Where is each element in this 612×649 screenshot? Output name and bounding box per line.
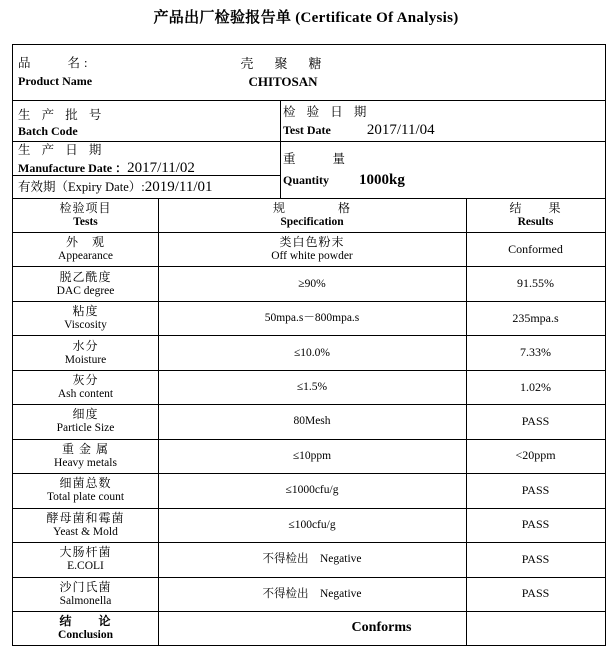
specification — [158, 439, 466, 473]
test-name-en: Viscosity — [64, 319, 107, 332]
specification — [158, 473, 466, 507]
test-name-zh: 灰分 — [72, 373, 99, 388]
weight-label — [283, 149, 405, 189]
specification — [158, 508, 466, 542]
weight-label-en: Quantity — [283, 173, 330, 187]
test-date-label — [283, 102, 435, 139]
product-value-zh: 壳 聚 糖 — [240, 56, 326, 71]
col-header-results — [466, 198, 605, 232]
certificate-table — [12, 44, 606, 646]
spec-zh: 规 格 — [272, 201, 351, 215]
conclusion-en: Conclusion — [58, 629, 113, 641]
batch-label-zh: 生 产 批 号 — [18, 108, 106, 122]
title-zh: 产品出厂检验报告单 — [153, 10, 292, 26]
expiry-label-text: 有效期（Expiry Date）: — [18, 180, 145, 194]
test-name-en: Appearance — [58, 250, 113, 263]
test-name-zh: 沙门氏菌 — [59, 579, 112, 594]
test-name-en: Moisture — [64, 353, 107, 366]
result-value: Conformed — [508, 241, 563, 256]
product-value-en: CHITOSAN — [248, 74, 318, 89]
test-name-en: Particle Size — [56, 422, 115, 435]
test-name — [13, 439, 158, 473]
product-label-en: Product Name — [18, 74, 93, 88]
test-name — [13, 232, 158, 266]
test-date-label-en: Test Date — [283, 123, 331, 137]
spec-value: Off white powder — [271, 250, 353, 263]
test-date-label-zh: 检 验 日 期 — [283, 105, 371, 119]
test-name — [13, 577, 158, 611]
conclusion-label — [13, 611, 158, 645]
mfg-value: 2017/11/02 — [127, 160, 195, 176]
result-value: PASS — [521, 413, 550, 428]
test-name-en: Ash content — [57, 388, 114, 401]
test-name — [13, 266, 158, 300]
batch-label-en: Batch Code — [18, 124, 78, 138]
batch-label — [18, 105, 105, 139]
test-name-en: Total plate count — [46, 491, 125, 504]
specification — [158, 370, 466, 404]
test-name — [13, 301, 158, 335]
conclusion-value: Conforms — [351, 620, 412, 635]
test-name-zh: 水分 — [72, 338, 99, 353]
col-header-spec — [158, 198, 466, 232]
spec-zh-text: 类白色粉末 — [279, 235, 345, 250]
test-name-zh: 外 观 — [65, 235, 105, 250]
test-name-zh: 细菌总数 — [59, 476, 112, 491]
specification — [158, 542, 466, 576]
divider — [13, 100, 605, 101]
test-date-value: 2017/11/04 — [366, 122, 435, 138]
test-name-en: E.COLI — [67, 560, 104, 573]
spec-value: ≤100cfu/g — [288, 518, 336, 531]
result-value: PASS — [521, 551, 550, 566]
specification — [158, 404, 466, 438]
tests-zh: 检验项目 — [59, 201, 112, 215]
spec-value: 不得检出 Negative — [262, 587, 362, 600]
spec-value: 80Mesh — [293, 415, 331, 428]
title-en: (Certificate Of Analysis) — [295, 10, 459, 26]
weight-value: 1000kg — [359, 172, 405, 188]
result-value: 91.55% — [517, 276, 554, 291]
spec-value: 50mpa.s－800mpa.s — [264, 312, 360, 325]
specification — [158, 301, 466, 335]
result-value: 7.33% — [520, 345, 551, 360]
test-name-zh: 粘度 — [72, 304, 99, 319]
result-value: 235mpa.s — [512, 310, 559, 325]
weight-label-zh: 重 量 — [283, 152, 350, 166]
result-value: PASS — [521, 482, 550, 497]
product-label-zh: 品 名: — [18, 56, 92, 70]
manufacture-label — [18, 142, 195, 177]
test-name — [13, 404, 158, 438]
test-name — [13, 335, 158, 369]
specification — [158, 266, 466, 300]
specification — [158, 577, 466, 611]
specification — [158, 232, 466, 266]
spec-value: ≤10ppm — [292, 449, 332, 462]
results-en: Results — [517, 216, 554, 228]
test-name-zh: 脱乙酰度 — [59, 269, 112, 284]
spec-value: 不得检出 Negative — [262, 553, 362, 566]
mfg-label-en: Manufacture Date ： — [18, 161, 128, 175]
test-name — [13, 473, 158, 507]
test-name-en: DAC degree — [56, 284, 115, 297]
spec-value: ≤10.0% — [293, 346, 331, 359]
expiry-label — [18, 177, 213, 196]
test-name-zh: 大肠杆菌 — [59, 545, 112, 560]
test-name-zh: 重 金 属 — [61, 441, 109, 456]
test-name — [13, 508, 158, 542]
result-value: 1.02% — [520, 379, 551, 394]
col-header-tests — [13, 198, 158, 232]
test-name — [13, 370, 158, 404]
results-zh: 结 果 — [509, 201, 562, 215]
divider — [13, 175, 280, 176]
mfg-label-zh: 生 产 日 期 — [18, 143, 106, 157]
tests-en: Tests — [73, 216, 98, 228]
test-name-zh: 酵母菌和霉菌 — [46, 510, 125, 525]
test-name-en: Heavy metals — [54, 456, 117, 469]
specification — [158, 335, 466, 369]
product-label — [18, 53, 92, 89]
spec-en: Specification — [280, 216, 344, 228]
test-name-en: Salmonella — [59, 594, 112, 607]
result-value: <20ppm — [515, 448, 556, 463]
divider — [280, 100, 281, 198]
test-name-en: Yeast & Mold — [53, 525, 118, 538]
product-value — [213, 53, 353, 90]
spec-value: ≤1.5% — [296, 381, 328, 394]
expiry-value: 2019/11/01 — [144, 179, 213, 195]
conclusion-zh: 结 论 — [59, 614, 112, 628]
result-value: PASS — [521, 586, 550, 601]
test-name-zh: 细度 — [72, 407, 99, 422]
spec-value: ≥90% — [298, 277, 326, 290]
test-name — [13, 542, 158, 576]
result-value: PASS — [521, 517, 550, 532]
document-title — [0, 6, 612, 27]
spec-value: ≤1000cfu/g — [285, 484, 339, 497]
